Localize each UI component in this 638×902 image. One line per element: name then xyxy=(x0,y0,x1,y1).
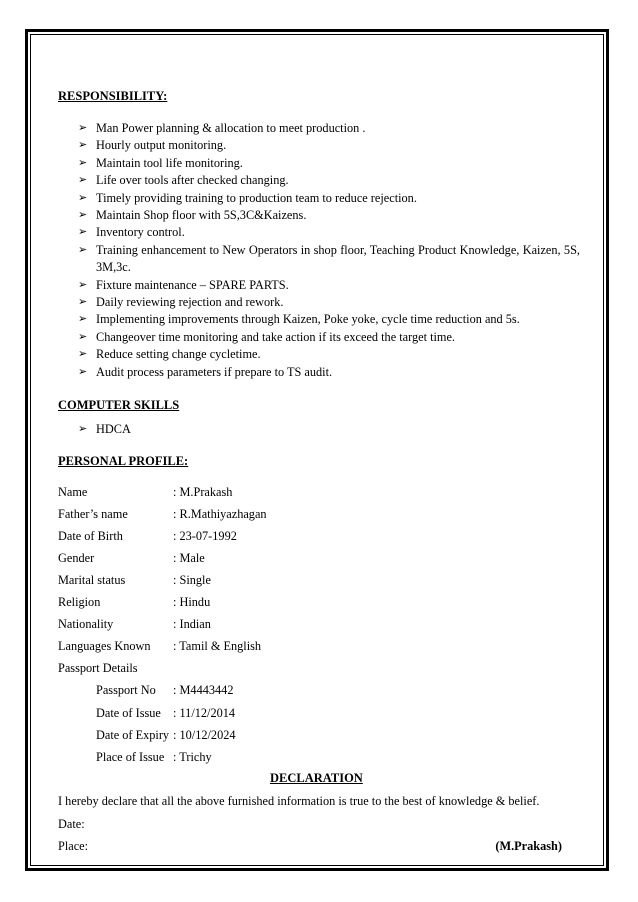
passport-row-place xyxy=(96,749,212,765)
arrow-bullet-icon: ➢ xyxy=(78,423,88,435)
date-label: Date: xyxy=(58,817,85,831)
profile-row-gender xyxy=(58,550,205,566)
passport-value: : 10/12/2024 xyxy=(173,728,236,742)
list-item xyxy=(58,329,580,346)
arrow-bullet-icon: ➢ xyxy=(78,330,88,343)
profile-row-name xyxy=(58,484,232,500)
arrow-bullet-icon: ➢ xyxy=(78,226,88,239)
profile-label: Date of Birth xyxy=(58,529,123,543)
passport-label: Date of Issue xyxy=(96,706,161,720)
list-item xyxy=(58,207,580,224)
declaration-heading: DECLARATION xyxy=(270,771,363,785)
profile-row-languages xyxy=(58,638,261,654)
profile-value: : Indian xyxy=(173,617,211,631)
profile-label: Languages Known xyxy=(58,639,151,653)
responsibility-text: Implementing improvements through Kaizen, Poke yoke, cycle time reduction and 5s. xyxy=(96,312,520,327)
passport-label: Place of Issue xyxy=(96,750,165,764)
responsibility-text: Audit process parameters if prepare to TS audit. xyxy=(96,364,333,379)
arrow-bullet-icon: ➢ xyxy=(78,296,88,309)
personal-profile-heading: PERSONAL PROFILE: xyxy=(58,454,189,468)
list-item xyxy=(58,137,580,154)
passport-value: : Trichy xyxy=(173,750,212,764)
profile-label: Nationality xyxy=(58,617,114,631)
list-item xyxy=(58,224,580,241)
list-item xyxy=(58,172,580,189)
profile-value: : Hindu xyxy=(173,595,211,609)
passport-row-number xyxy=(96,682,233,698)
responsibility-text: Fixture maintenance – SPARE PARTS. xyxy=(96,277,289,292)
responsibility-text: Hourly output monitoring. xyxy=(96,138,227,153)
responsibility-text: Life over tools after checked changing. xyxy=(96,173,289,188)
responsibility-text: Training enhancement to New Operators in shop floor, Teaching Product Knowledge, Kaizen, 5S, 3M,3c. xyxy=(96,242,580,275)
passport-value: : M4443442 xyxy=(173,683,234,697)
responsibility-heading: RESPONSIBILITY: xyxy=(58,89,168,103)
responsibility-text: Reduce setting change cycletime. xyxy=(96,347,261,362)
list-item xyxy=(58,346,580,363)
arrow-bullet-icon: ➢ xyxy=(78,156,88,169)
profile-value: : R.Mathiyazhagan xyxy=(173,507,267,521)
profile-label: Name xyxy=(58,485,88,499)
passport-row-issue xyxy=(96,705,235,721)
passport-row-expiry xyxy=(96,727,236,743)
profile-value: : Single xyxy=(173,573,211,587)
arrow-bullet-icon: ➢ xyxy=(78,278,88,291)
arrow-bullet-icon: ➢ xyxy=(78,139,88,152)
profile-value: : Tamil & English xyxy=(173,639,262,653)
arrow-bullet-icon: ➢ xyxy=(78,243,88,256)
profile-value: : Male xyxy=(173,551,205,565)
profile-row-dob xyxy=(58,528,237,544)
computer-skills-heading: COMPUTER SKILLS xyxy=(58,398,180,412)
profile-label: Marital status xyxy=(58,573,126,587)
responsibility-text: Timely providing training to production team to reduce rejection. xyxy=(96,190,417,205)
list-item xyxy=(58,311,580,328)
list-item xyxy=(58,155,580,172)
arrow-bullet-icon: ➢ xyxy=(78,313,88,326)
declaration-text: I hereby declare that all the above furnished information is true to the best of knowledge & belief. xyxy=(58,794,540,808)
responsibility-text: Maintain tool life monitoring. xyxy=(96,155,243,170)
list-item xyxy=(58,277,580,294)
responsibility-text: Daily reviewing rejection and rework. xyxy=(96,295,284,310)
passport-label: Passport No xyxy=(96,683,156,697)
profile-label: Father’s name xyxy=(58,507,128,521)
skill-text: HDCA xyxy=(96,422,131,436)
list-item xyxy=(58,364,580,381)
place-label: Place: xyxy=(58,839,89,853)
list-item xyxy=(58,190,580,207)
profile-value: : 23-07-1992 xyxy=(173,529,237,543)
signature-name: (M.Prakash) xyxy=(495,839,562,853)
list-item xyxy=(58,242,580,277)
profile-value: : M.Prakash xyxy=(173,485,233,499)
responsibility-text: Maintain Shop floor with 5S,3C&Kaizens. xyxy=(96,208,307,223)
arrow-bullet-icon: ➢ xyxy=(78,191,88,204)
profile-label: Gender xyxy=(58,551,95,565)
profile-row-nationality xyxy=(58,616,211,632)
passport-value: : 11/12/2014 xyxy=(173,706,236,720)
profile-row-religion xyxy=(58,594,210,610)
arrow-bullet-icon: ➢ xyxy=(78,174,88,187)
passport-details-label: Passport Details xyxy=(58,661,138,675)
arrow-bullet-icon: ➢ xyxy=(78,365,88,378)
computer-skills-list xyxy=(58,421,580,438)
arrow-bullet-icon: ➢ xyxy=(78,122,88,134)
arrow-bullet-icon: ➢ xyxy=(78,348,88,361)
responsibility-text: Inventory control. xyxy=(96,225,185,240)
responsibility-list xyxy=(58,120,580,381)
profile-row-marital xyxy=(58,572,211,588)
passport-label: Date of Expiry xyxy=(96,728,170,742)
profile-label: Religion xyxy=(58,595,101,609)
list-item xyxy=(58,421,580,438)
list-item xyxy=(58,120,580,137)
list-item xyxy=(58,294,580,311)
responsibility-text: Changeover time monitoring and take action if its exceed the target time. xyxy=(96,329,455,344)
profile-row-father xyxy=(58,506,267,522)
responsibility-text: Man Power planning & allocation to meet production . xyxy=(96,121,366,135)
arrow-bullet-icon: ➢ xyxy=(78,209,88,222)
